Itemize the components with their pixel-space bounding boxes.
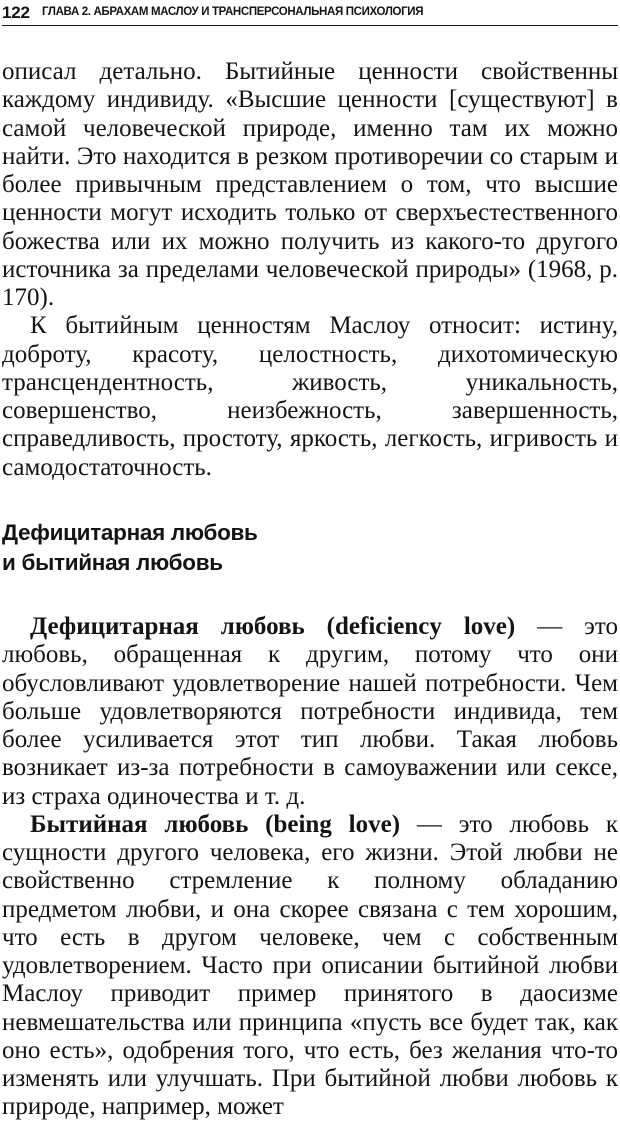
running-head	[2, 2, 618, 24]
paragraph-deficiency-love	[2, 613, 618, 811]
paragraph-being-love	[2, 811, 618, 1122]
term-deficiency-love: Дефицитарная любовь (deficiency love)	[30, 613, 516, 640]
term-being-love: Бытийная любовь (being love)	[30, 810, 401, 838]
paragraph-continued: описал детально. Бытийные ценности свойственны каждому индивиду. «Высшие ценности [существуют] в самой человеческой природе, именно там их можно найти. Это находится в резком противоречии со старым и более привычным представлением о том, что высшие ценности могут исходить только от сверхъестественного божества или их можно получить из какого-то другого источника за пределами человеческой природы» (1968, р. 170).	[2, 58, 618, 311]
section-heading-line-2: и бытийная любовь	[2, 550, 223, 575]
paragraph-being-values-list: К бытийным ценностям Маслоу относит: истину, доброту, красоту, целостность, дихотомическую трансцендентность, живость, уникальность, совершенство, неизбежность, завершенность, справедливость, простоту, яркость, легкость, игривость и самодостаточность.	[2, 312, 618, 481]
text-block-section	[2, 613, 618, 1122]
header-rule	[2, 25, 618, 26]
chapter-title: ГЛАВА 2. АБРАХАМ МАСЛОУ И ТРАНСПЕРСОНАЛЬНАЯ ПСИХОЛОГИЯ	[42, 6, 424, 18]
section-heading-line-1: Дефицитарная любовь	[2, 520, 258, 545]
section-heading	[2, 518, 618, 578]
page-number: 122	[2, 3, 30, 22]
text-block-top	[2, 58, 618, 482]
definition-deficiency-love: — это любовь, обращенная к другим, потому что они обусловливают удовлетворение нашей потребности. Чем больше удовлетворяются потребности индивида, тем более усиливается этот тип любви. Такая любовь возникает из-за потребности в самоуважении или сексе, из страха одиночества и т. д.	[2, 613, 618, 810]
definition-being-love: — это любовь к сущности другого человека, его жизни. Этой любви не свойственно стремление к полному обладанию предметом любви, и она скорее связана с тем хорошим, что есть в другом человеке, чем с собственным удовлетворением. Часто при описании бытийной любви Маслоу приводит пример принятого в даосизме невмешательства или принципа «пусть все будет так, как оно есть», одобрения того, что есть, без желания что-то изменять или улучшать. При бытийной любви любовь к природе, например, может	[2, 810, 618, 1121]
